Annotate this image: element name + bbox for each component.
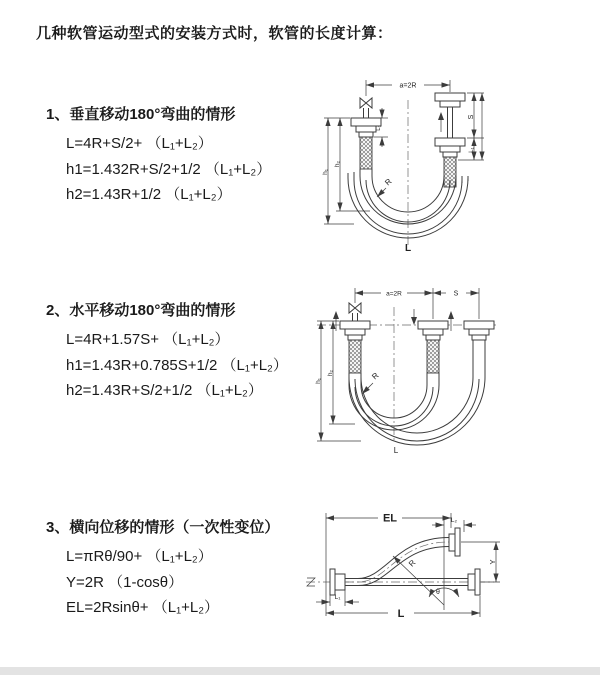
dimension-label-s: S — [453, 290, 459, 298]
diagram-lateral-displacement — [298, 498, 600, 665]
hose-u-bend-moved — [349, 340, 485, 445]
dimension-label-radius: R — [406, 558, 418, 569]
dimension-length — [326, 596, 480, 620]
section-lateral-displacement — [46, 516, 279, 621]
page-bottom-edge — [0, 667, 600, 675]
dimension-label-h2: h₂ — [327, 369, 334, 377]
dimension-label-h2: h₂ — [334, 160, 341, 168]
dimension-label-h1: h₁ — [315, 378, 322, 384]
diagram-vertical-180-u-bend — [308, 72, 503, 258]
formula-line: h1=1.432R+S/2+1/2 （L₁+L₂） — [66, 160, 272, 178]
movement-arrow-up — [438, 112, 444, 132]
formula-list — [46, 327, 288, 404]
dimension-label-length: L — [393, 446, 399, 455]
diagram-horizontal-180-u-bend — [303, 281, 600, 458]
formula-line: h2=1.43R+1/2 （L₁+L₂） — [66, 186, 232, 203]
formula-line: EL=2Rsinθ+ （L₁+L₂） — [66, 599, 220, 616]
right-flange-fitting-original — [468, 569, 480, 595]
formula-line: h1=1.43R+0.785S+1/2 （L₁+L₂） — [66, 356, 288, 374]
valve-icon — [360, 98, 372, 118]
right-flange-fitting-moved — [435, 138, 465, 157]
formula-line: L=πRθ/90+ （L₁+L₂） — [66, 548, 213, 565]
dimension-label-length: L — [404, 243, 412, 254]
dimension-label-theta: θ — [436, 589, 440, 596]
dimension-label-el: EL — [382, 512, 398, 525]
dimension-label-s: S — [468, 114, 475, 120]
right-flange-fitting-displaced — [449, 528, 460, 556]
formula-list — [46, 544, 279, 621]
section-heading: 1、垂直移动180°弯曲的情形 — [46, 106, 236, 123]
braided-hose-section-left — [349, 340, 361, 373]
valve-icon — [349, 303, 361, 321]
section-vertical-180 — [46, 103, 271, 208]
radius-leader — [362, 371, 381, 394]
braided-hose-section-middle — [427, 340, 439, 373]
dimension-label-radius: R — [383, 176, 394, 188]
section-heading: 2、水平移动180°弯曲的情形 — [46, 302, 236, 319]
braided-hose-section-left — [360, 137, 372, 169]
dimension-l2 — [432, 517, 476, 610]
section-heading: 3、横向位移的情形（一次性变位） — [46, 519, 280, 536]
dimension-l1 — [316, 590, 359, 606]
dimension-label-l2: L₂ — [450, 517, 458, 524]
dimension-label-span: a=2R — [399, 82, 417, 90]
dimension-label-l1: L₁ — [376, 125, 382, 131]
dimension-label-h1: h₁ — [322, 169, 329, 175]
page-title: 几种软管运动型式的安装方式时，软管的长度计算： — [36, 25, 393, 42]
right-flange-fitting-top — [435, 93, 465, 138]
dimension-s — [433, 291, 479, 298]
middle-flange-fitting — [418, 321, 448, 340]
radius-leader — [393, 556, 444, 605]
radius-leader — [377, 177, 394, 197]
formula-line: Y=2R （1-cosθ） — [66, 573, 184, 591]
dimension-label-l1-right: L₁ — [469, 147, 475, 153]
dimension-label-length: L — [397, 608, 405, 620]
right-flange-fitting-moved — [464, 321, 494, 340]
formula-line: L=4R+1.57S+ （L₁+L₂） — [66, 331, 230, 348]
dimension-label-radius: R — [370, 370, 381, 382]
dimension-span-a2r — [355, 288, 479, 319]
formula-list — [46, 131, 271, 208]
dimension-s-l1-right — [458, 93, 484, 160]
left-flange-fitting — [330, 569, 345, 595]
formula-line: L=4R+S/2+ （L₁+L₂） — [66, 135, 213, 152]
dimension-label-y: Y — [488, 559, 497, 565]
left-flange-fitting — [340, 321, 370, 340]
formula-line: h2=1.43R+S/2+1/2 （L₁+L₂） — [66, 382, 263, 399]
dimension-label-span: a=2R — [386, 290, 402, 298]
dimension-label-l1: L₁ — [334, 594, 341, 601]
section-horizontal-180 — [46, 299, 288, 404]
dimension-l1-left — [374, 108, 388, 147]
